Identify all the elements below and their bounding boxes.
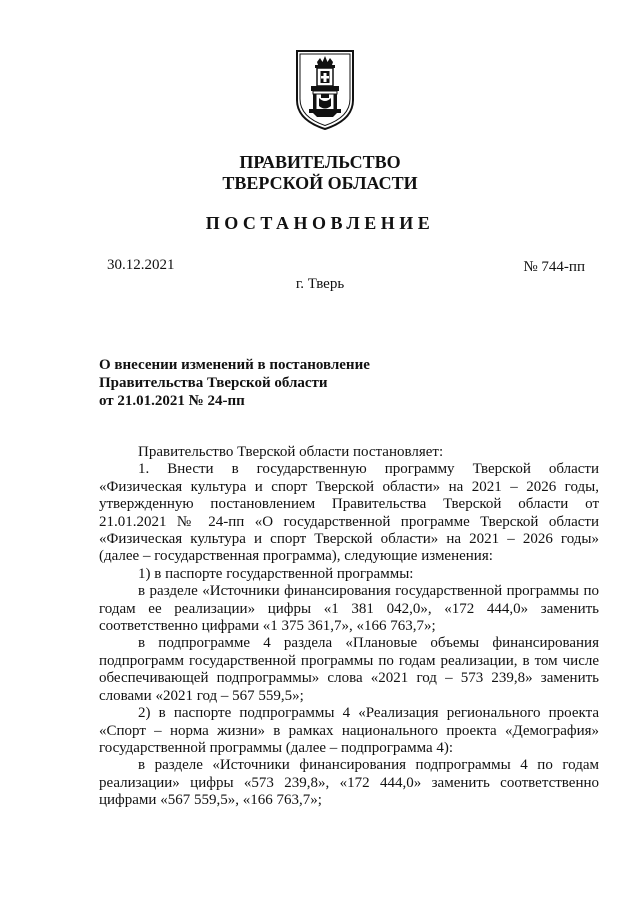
body-paragraph: Правительство Тверской области постановляет: bbox=[138, 444, 444, 460]
document-body bbox=[99, 444, 599, 810]
body-paragraph: в разделе «Источники финансирования государственной программы по годам ее реализации» цифры «1 381 042,0», «172 444,0» заменить соответственно цифрами «1 375 361,7», «166 763,7»; bbox=[99, 583, 599, 635]
document-subject bbox=[99, 356, 519, 410]
body-paragraph: в подпрограмме 4 раздела «Плановые объемы финансирования подпрограмм государственной программы по годам реализации, в том числе обеспечивающей подпрограммы» слова «2021 год – 573 239,8» заменить словами «2021 год – 567 559,5»; bbox=[99, 635, 599, 704]
document-date: 30.12.2021 bbox=[107, 257, 175, 273]
document-city: г. Тверь bbox=[295, 276, 345, 292]
tver-region-coat-of-arms-icon bbox=[293, 48, 357, 132]
document-number: № 744-пп bbox=[523, 259, 585, 275]
government-name-line2: ТВЕРСКОЙ ОБЛАСТИ bbox=[222, 173, 418, 193]
body-paragraph: 2) в паспорте подпрограммы 4 «Реализация регионального проекта «Спорт – норма жизни» в рамках национального проекта «Демография» государственной программы (далее – подпрограмма 4): bbox=[99, 705, 599, 756]
body-paragraph: в разделе «Источники финансирования подпрограммы 4 по годам реализации» цифры «573 239,8», «172 444,0» заменить соответственно цифрами «567 559,5», «166 763,7»; bbox=[99, 757, 599, 809]
government-name-line1: ПРАВИТЕЛЬСТВО bbox=[239, 152, 401, 172]
subject-line: от 21.01.2021 № 24-пп bbox=[99, 393, 245, 409]
subject-line: О внесении изменений в постановление bbox=[99, 357, 370, 373]
body-paragraph: 1) в паспорте государственной программы: bbox=[138, 565, 414, 582]
subject-line: Правительства Тверской области bbox=[99, 375, 328, 391]
body-paragraph: 1. Внести в государственную программу Тверской области «Физическая культура и спорт Тверской области» на 2021 – 2026 годы, утвержденную постановлением Правительства Тверской области от 21.01.2021 № 24-пп «О государственной программе Тверской области «Физическая культура и спорт Тверской области» на 2021 – 2026 годы» (далее – государственная программа), следующие изменения: bbox=[99, 461, 599, 565]
document-type-title: ПОСТАНОВЛЕНИЕ bbox=[205, 213, 435, 233]
